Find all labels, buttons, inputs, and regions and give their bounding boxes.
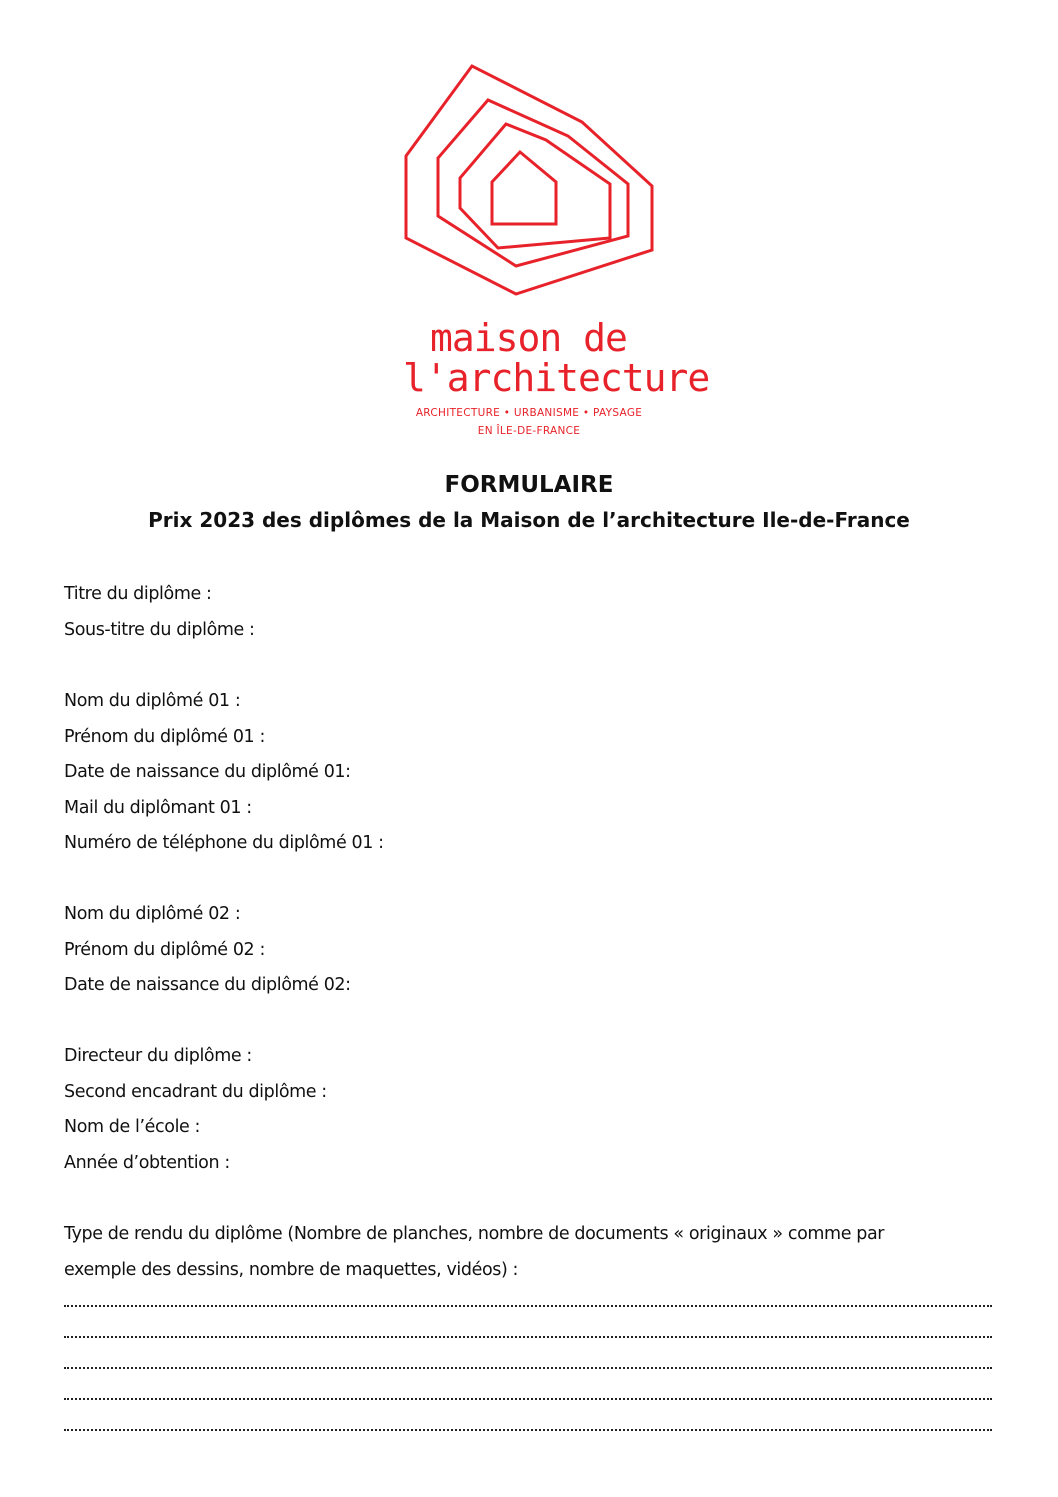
- field-mail-01-label: Mail du diplômant 01 :: [64, 798, 252, 818]
- logo-tagline-1: ARCHITECTURE • URBANISME • PAYSAGE: [415, 407, 643, 419]
- field-naissance-02-label: Date de naissance du diplômé 02:: [64, 975, 351, 995]
- form-title: FORMULAIRE: [444, 472, 614, 498]
- logo-tagline-2: EN ÎLE-DE-FRANCE: [477, 425, 581, 437]
- field-ecole-label: Nom de l’école :: [64, 1117, 201, 1137]
- answer-line-1[interactable]: [64, 1305, 992, 1307]
- answer-line-4[interactable]: [64, 1398, 992, 1400]
- field-prenom-02-label: Prénom du diplômé 02 :: [64, 940, 265, 960]
- logo-wordmark-line2: l'architecture: [403, 356, 710, 400]
- field-type-rendu-label-line1: Type de rendu du diplôme (Nombre de planches, nombre de documents « originaux » comme par: [64, 1224, 885, 1244]
- logo-wordmark-line1: maison de: [430, 316, 627, 360]
- field-nom-01-label: Nom du diplômé 01 :: [64, 691, 241, 711]
- field-sous-titre-label: Sous-titre du diplôme :: [64, 620, 255, 640]
- answer-line-2[interactable]: [64, 1336, 992, 1338]
- house-outline-logo-icon: [0, 0, 1058, 310]
- answer-line-3[interactable]: [64, 1367, 992, 1369]
- field-directeur-label: Directeur du diplôme :: [64, 1046, 252, 1066]
- field-nom-02-label: Nom du diplômé 02 :: [64, 904, 241, 924]
- logo: [0, 0, 1058, 450]
- field-titre-label: Titre du diplôme :: [64, 584, 212, 604]
- form-subtitle: Prix 2023 des diplômes de la Maison de l’architecture Ile-de-France: [148, 508, 910, 532]
- field-annee-label: Année d’obtention :: [64, 1153, 230, 1173]
- answer-line-5[interactable]: [64, 1429, 992, 1431]
- field-naissance-01-label: Date de naissance du diplômé 01:: [64, 762, 351, 782]
- field-telephone-01-label: Numéro de téléphone du diplômé 01 :: [64, 833, 384, 853]
- field-prenom-01-label: Prénom du diplômé 01 :: [64, 727, 265, 747]
- field-type-rendu-label-line2: exemple des dessins, nombre de maquettes, vidéos) :: [64, 1260, 519, 1280]
- field-second-encadrant-label: Second encadrant du diplôme :: [64, 1082, 327, 1102]
